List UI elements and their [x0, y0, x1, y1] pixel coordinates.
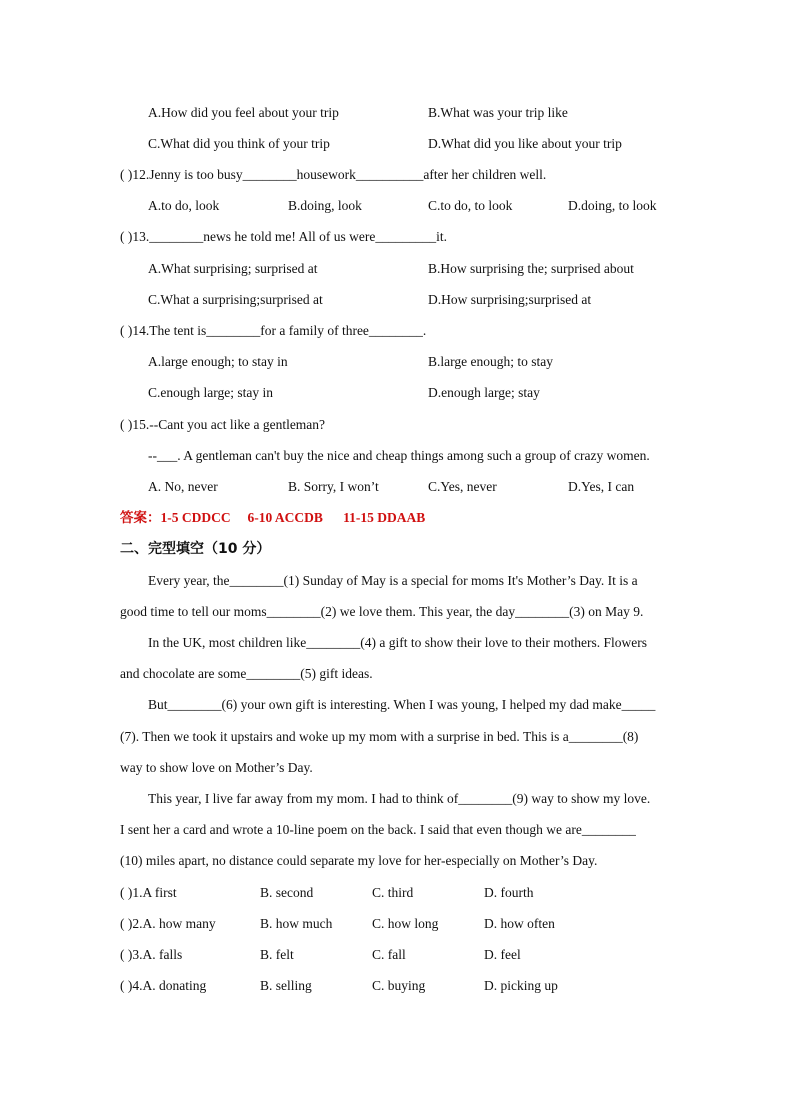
q14-option-b: B.large enough; to stay [428, 354, 553, 369]
q15-reply: --___. A gentleman can't buy the nice and cheap things among such a group of crazy women. [148, 448, 650, 463]
cloze-1-a: ( )1.A first [120, 885, 177, 900]
q14-option-a: A.large enough; to stay in [148, 354, 288, 369]
q14-option-c: C.enough large; stay in [148, 385, 273, 400]
q12-option-d: D.doing, to look [568, 198, 657, 213]
q15-option-d: D.Yes, I can [568, 479, 635, 494]
cloze-4-d: D. picking up [484, 978, 558, 993]
cloze-2-d: D. how often [484, 916, 555, 931]
passage-line: way to show love on Mother’s Day. [120, 760, 313, 775]
passage-line: good time to tell our moms________(2) we love them. This year, the day________(3) on May 9. [120, 604, 644, 619]
section-title: 二、完型填空（10 分） [120, 541, 271, 557]
cloze-3-d: D. feel [484, 947, 521, 962]
q11-option-d: D.What did you like about your trip [428, 136, 622, 151]
answer-key: 答案：1-5 CDDCC 6-10 ACCDB 11-15 DDAAB [120, 510, 426, 525]
passage-line: and chocolate are some________(5) gift ideas. [120, 666, 373, 681]
passage-line: In the UK, most children like________(4) a gift to show their love to their mothers. Flowers [148, 635, 648, 650]
q12-stem: ( )12.Jenny is too busy________housework__________after her children well. [120, 167, 547, 182]
q13-option-c: C.What a surprising;surprised at [148, 292, 323, 307]
q14-stem: ( )14.The tent is________for a family of three________. [120, 323, 427, 338]
cloze-3-a: ( )3.A. falls [120, 947, 183, 962]
cloze-2-a: ( )2.A. how many [120, 916, 216, 931]
passage-line: I sent her a card and wrote a 10-line poem on the back. I said that even though we are________ [120, 822, 636, 837]
q14-option-d: D.enough large; stay [428, 385, 540, 400]
cloze-3-b: B. felt [260, 947, 294, 962]
q12-option-b: B.doing, look [288, 198, 362, 213]
cloze-4-a: ( )4.A. donating [120, 978, 207, 993]
passage-line: (10) miles apart, no distance could separate my love for her-especially on Mother’s Day. [120, 853, 598, 868]
passage-line: This year, I live far away from my mom. I had to think of________(9) way to show my love. [148, 791, 651, 806]
passage-line: But________(6) your own gift is interesting. When I was young, I helped my dad make_____ [148, 697, 656, 712]
cloze-1-d: D. fourth [484, 885, 534, 900]
q12-option-c: C.to do, to look [428, 198, 513, 213]
q13-stem: ( )13.________news he told me! All of us were_________it. [120, 229, 447, 244]
cloze-3-c: C. fall [372, 947, 406, 962]
q15-option-a: A. No, never [148, 479, 218, 494]
q11-option-a: A.How did you feel about your trip [148, 105, 339, 120]
cloze-4-b: B. selling [260, 978, 312, 993]
cloze-1-c: C. third [372, 885, 414, 900]
cloze-1-b: B. second [260, 885, 314, 900]
passage-line: (7). Then we took it upstairs and woke up my mom with a surprise in bed. This is a________(8) [120, 729, 639, 744]
cloze-4-c: C. buying [372, 978, 426, 993]
q15-option-b: B. Sorry, I won’t [288, 479, 379, 494]
q13-option-b: B.How surprising the; surprised about [428, 261, 634, 276]
q11-option-b: B.What was your trip like [428, 105, 568, 120]
q11-option-c: C.What did you think of your trip [148, 136, 330, 151]
q12-option-a: A.to do, look [148, 198, 220, 213]
passage-line: Every year, the________(1) Sunday of May is a special for moms It's Mother’s Day. It is a [148, 573, 638, 588]
cloze-2-c: C. how long [372, 916, 439, 931]
q13-option-a: A.What surprising; surprised at [148, 261, 318, 276]
cloze-2-b: B. how much [260, 916, 333, 931]
q15-stem: ( )15.--Cant you act like a gentleman? [120, 417, 326, 432]
q15-option-c: C.Yes, never [428, 479, 497, 494]
q13-option-d: D.How surprising;surprised at [428, 292, 592, 307]
